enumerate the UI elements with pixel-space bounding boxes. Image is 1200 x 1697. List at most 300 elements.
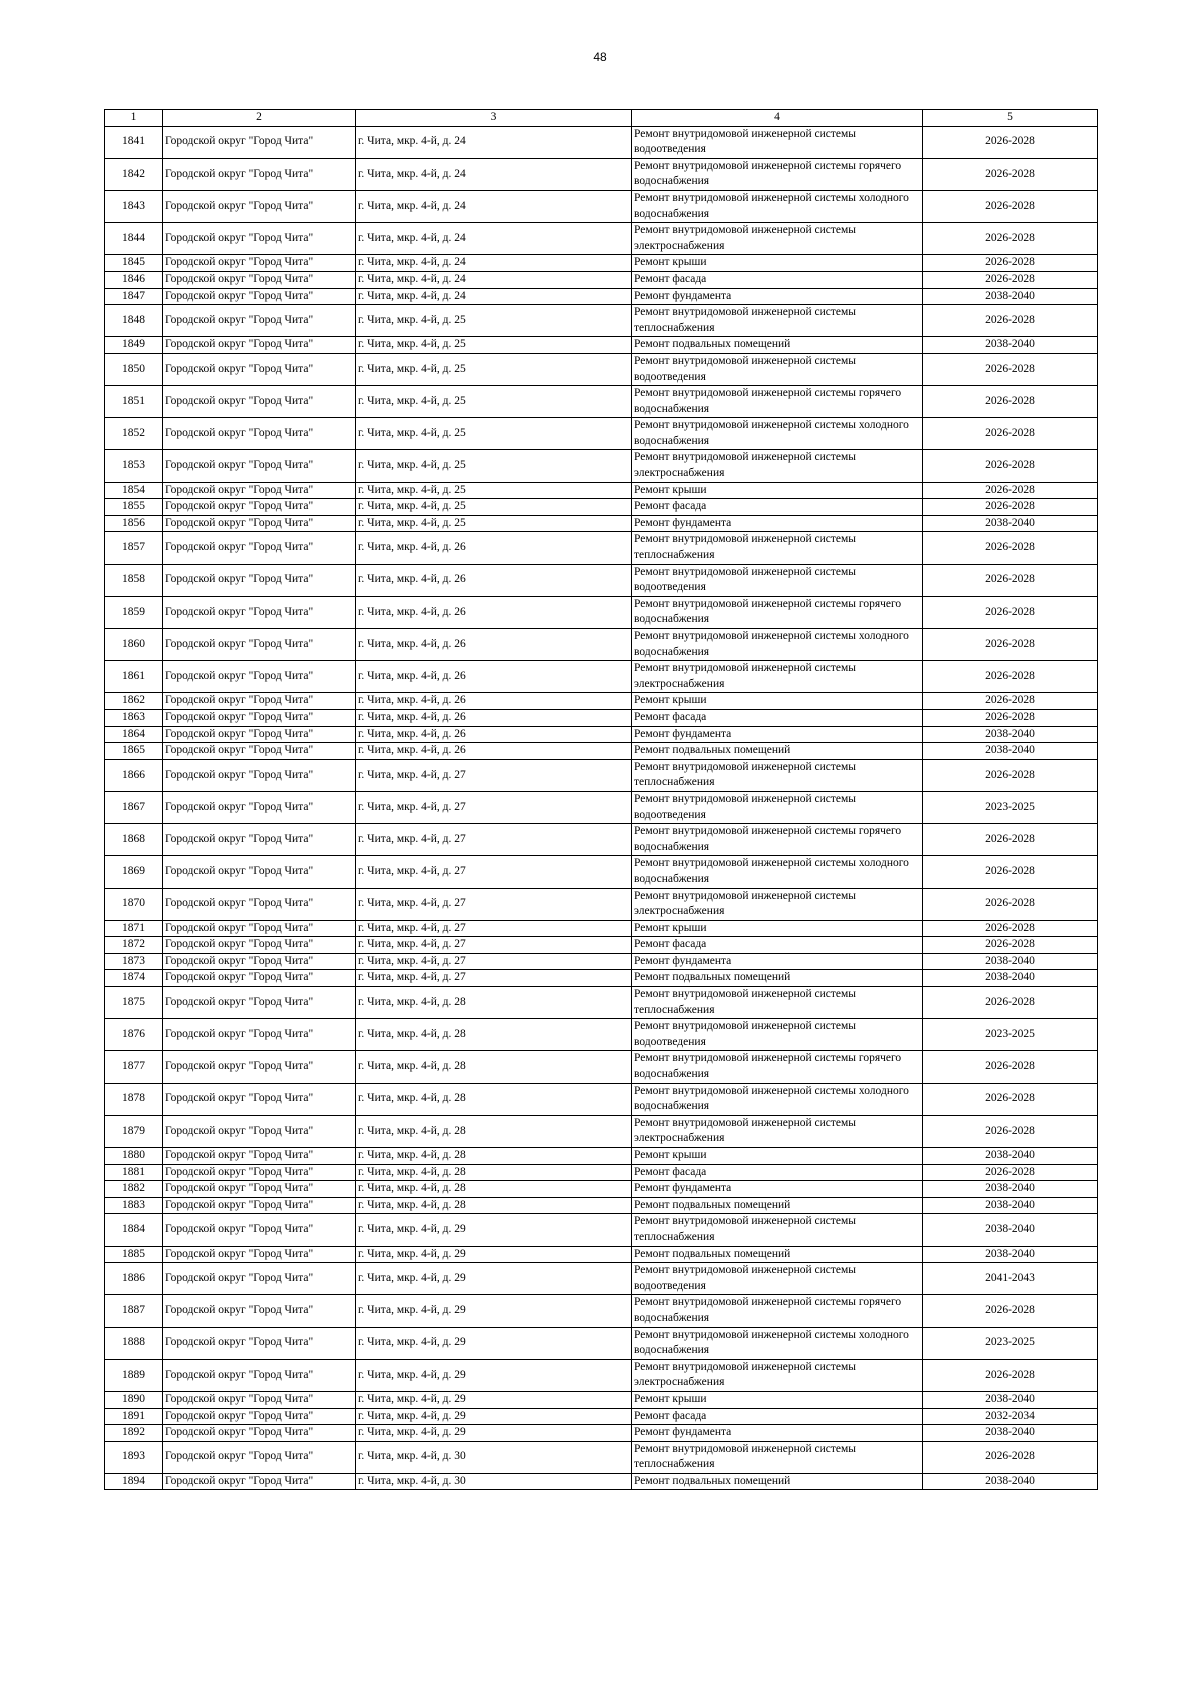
row-number-cell: 1875 xyxy=(105,987,163,1019)
page-number: 48 xyxy=(593,50,607,64)
period-cell: 2026-2028 xyxy=(923,418,1098,450)
row-number-cell: 1841 xyxy=(105,126,163,158)
row-number-cell: 1856 xyxy=(105,515,163,532)
address-cell: г. Чита, мкр. 4-й, д. 26 xyxy=(356,726,632,743)
work-type-cell: Ремонт внутридомовой инженерной системы горячего водоснабжения xyxy=(632,824,923,856)
period-cell: 2023-2025 xyxy=(923,1327,1098,1359)
table-row xyxy=(105,418,1098,450)
row-number-cell: 1869 xyxy=(105,856,163,888)
table-row xyxy=(105,1214,1098,1246)
address-cell: г. Чита, мкр. 4-й, д. 25 xyxy=(356,386,632,418)
work-type-cell: Ремонт внутридомовой инженерной системы горячего водоснабжения xyxy=(632,158,923,190)
table-row xyxy=(105,709,1098,726)
period-cell: 2026-2028 xyxy=(923,223,1098,255)
row-number-cell: 1873 xyxy=(105,953,163,970)
table-row xyxy=(105,1391,1098,1408)
address-cell: г. Чита, мкр. 4-й, д. 29 xyxy=(356,1408,632,1425)
table-row xyxy=(105,1083,1098,1115)
municipality-cell: Городской округ "Город Чита" xyxy=(163,1164,356,1181)
work-type-cell: Ремонт внутридомовой инженерной системы горячего водоснабжения xyxy=(632,386,923,418)
work-type-cell: Ремонт внутридомовой инженерной системы водоотведения xyxy=(632,1019,923,1051)
municipality-cell: Городской округ "Город Чита" xyxy=(163,726,356,743)
row-number-cell: 1868 xyxy=(105,824,163,856)
municipality-cell: Городской округ "Город Чита" xyxy=(163,1083,356,1115)
address-cell: г. Чита, мкр. 4-й, д. 29 xyxy=(356,1425,632,1442)
table-row xyxy=(105,255,1098,272)
work-type-cell: Ремонт фасада xyxy=(632,709,923,726)
work-type-cell: Ремонт внутридомовой инженерной системы холодного водоснабжения xyxy=(632,1083,923,1115)
table-row xyxy=(105,353,1098,385)
municipality-cell: Городской округ "Город Чита" xyxy=(163,1051,356,1083)
work-type-cell: Ремонт фасада xyxy=(632,499,923,516)
work-type-cell: Ремонт внутридомовой инженерной системы горячего водоснабжения xyxy=(632,1295,923,1327)
table-row xyxy=(105,1115,1098,1147)
row-number-cell: 1861 xyxy=(105,661,163,693)
period-cell: 2038-2040 xyxy=(923,1425,1098,1442)
period-cell: 2026-2028 xyxy=(923,1295,1098,1327)
municipality-cell: Городской округ "Город Чита" xyxy=(163,629,356,661)
table-row xyxy=(105,532,1098,564)
work-type-cell: Ремонт крыши xyxy=(632,1391,923,1408)
work-type-cell: Ремонт подвальных помещений xyxy=(632,337,923,354)
municipality-cell: Городской округ "Город Чита" xyxy=(163,1019,356,1051)
period-cell: 2026-2028 xyxy=(923,158,1098,190)
address-cell: г. Чита, мкр. 4-й, д. 28 xyxy=(356,1181,632,1198)
table-row xyxy=(105,515,1098,532)
table-row xyxy=(105,970,1098,987)
table-row xyxy=(105,1408,1098,1425)
table-row xyxy=(105,1263,1098,1295)
period-cell: 2026-2028 xyxy=(923,271,1098,288)
address-cell: г. Чита, мкр. 4-й, д. 24 xyxy=(356,255,632,272)
work-type-cell: Ремонт внутридомовой инженерной системы водоотведения xyxy=(632,353,923,385)
address-cell: г. Чита, мкр. 4-й, д. 25 xyxy=(356,499,632,516)
municipality-cell: Городской округ "Город Чита" xyxy=(163,532,356,564)
address-cell: г. Чита, мкр. 4-й, д. 27 xyxy=(356,920,632,937)
table-row xyxy=(105,759,1098,791)
municipality-cell: Городской округ "Город Чита" xyxy=(163,223,356,255)
municipality-cell: Городской округ "Город Чита" xyxy=(163,158,356,190)
period-cell: 2026-2028 xyxy=(923,888,1098,920)
municipality-cell: Городской округ "Город Чита" xyxy=(163,1246,356,1263)
period-cell: 2026-2028 xyxy=(923,353,1098,385)
period-cell: 2026-2028 xyxy=(923,532,1098,564)
table-row xyxy=(105,337,1098,354)
municipality-cell: Городской округ "Город Чита" xyxy=(163,1197,356,1214)
address-cell: г. Чита, мкр. 4-й, д. 29 xyxy=(356,1295,632,1327)
table-row xyxy=(105,693,1098,710)
period-cell: 2038-2040 xyxy=(923,726,1098,743)
row-number-cell: 1847 xyxy=(105,288,163,305)
row-number-cell: 1854 xyxy=(105,482,163,499)
address-cell: г. Чита, мкр. 4-й, д. 25 xyxy=(356,450,632,482)
period-cell: 2023-2025 xyxy=(923,791,1098,823)
address-cell: г. Чита, мкр. 4-й, д. 24 xyxy=(356,190,632,222)
address-cell: г. Чита, мкр. 4-й, д. 29 xyxy=(356,1359,632,1391)
row-number-cell: 1857 xyxy=(105,532,163,564)
work-type-cell: Ремонт подвальных помещений xyxy=(632,970,923,987)
work-type-cell: Ремонт крыши xyxy=(632,255,923,272)
work-type-cell: Ремонт крыши xyxy=(632,482,923,499)
table-row xyxy=(105,1051,1098,1083)
row-number-cell: 1843 xyxy=(105,190,163,222)
work-type-cell: Ремонт внутридомовой инженерной системы горячего водоснабжения xyxy=(632,596,923,628)
address-cell: г. Чита, мкр. 4-й, д. 26 xyxy=(356,629,632,661)
row-number-cell: 1855 xyxy=(105,499,163,516)
municipality-cell: Городской округ "Город Чита" xyxy=(163,1327,356,1359)
work-type-cell: Ремонт фасада xyxy=(632,937,923,954)
row-number-cell: 1892 xyxy=(105,1425,163,1442)
period-cell: 2026-2028 xyxy=(923,987,1098,1019)
table-row xyxy=(105,1425,1098,1442)
row-number-cell: 1864 xyxy=(105,726,163,743)
municipality-cell: Городской округ "Город Чита" xyxy=(163,888,356,920)
period-cell: 2026-2028 xyxy=(923,856,1098,888)
period-cell: 2038-2040 xyxy=(923,1181,1098,1198)
period-cell: 2026-2028 xyxy=(923,693,1098,710)
address-cell: г. Чита, мкр. 4-й, д. 29 xyxy=(356,1214,632,1246)
work-type-cell: Ремонт фасада xyxy=(632,1408,923,1425)
address-cell: г. Чита, мкр. 4-й, д. 28 xyxy=(356,987,632,1019)
period-cell: 2026-2028 xyxy=(923,126,1098,158)
work-type-cell: Ремонт фасада xyxy=(632,271,923,288)
row-number-cell: 1874 xyxy=(105,970,163,987)
column-header-3: 3 xyxy=(356,110,632,127)
period-cell: 2026-2028 xyxy=(923,596,1098,628)
work-type-cell: Ремонт внутридомовой инженерной системы горячего водоснабжения xyxy=(632,1051,923,1083)
address-cell: г. Чита, мкр. 4-й, д. 28 xyxy=(356,1115,632,1147)
period-cell: 2038-2040 xyxy=(923,515,1098,532)
address-cell: г. Чита, мкр. 4-й, д. 27 xyxy=(356,970,632,987)
row-number-cell: 1842 xyxy=(105,158,163,190)
municipality-cell: Городской округ "Город Чита" xyxy=(163,1181,356,1198)
municipality-cell: Городской округ "Город Чита" xyxy=(163,824,356,856)
table-row xyxy=(105,856,1098,888)
municipality-cell: Городской округ "Город Чита" xyxy=(163,1263,356,1295)
table-row xyxy=(105,1164,1098,1181)
work-type-cell: Ремонт внутридомовой инженерной системы теплоснабжения xyxy=(632,987,923,1019)
address-cell: г. Чита, мкр. 4-й, д. 26 xyxy=(356,709,632,726)
table-row xyxy=(105,824,1098,856)
municipality-cell: Городской округ "Город Чита" xyxy=(163,1391,356,1408)
address-cell: г. Чита, мкр. 4-й, д. 26 xyxy=(356,743,632,760)
address-cell: г. Чита, мкр. 4-й, д. 27 xyxy=(356,824,632,856)
table-body xyxy=(105,126,1098,1490)
work-type-cell: Ремонт внутридомовой инженерной системы электроснабжения xyxy=(632,1115,923,1147)
row-number-cell: 1845 xyxy=(105,255,163,272)
row-number-cell: 1846 xyxy=(105,271,163,288)
municipality-cell: Городской округ "Город Чита" xyxy=(163,450,356,482)
row-number-cell: 1883 xyxy=(105,1197,163,1214)
municipality-cell: Городской округ "Город Чита" xyxy=(163,1473,356,1490)
municipality-cell: Городской округ "Город Чита" xyxy=(163,418,356,450)
row-number-cell: 1848 xyxy=(105,305,163,337)
row-number-cell: 1858 xyxy=(105,564,163,596)
municipality-cell: Городской округ "Город Чита" xyxy=(163,499,356,516)
work-type-cell: Ремонт крыши xyxy=(632,693,923,710)
row-number-cell: 1887 xyxy=(105,1295,163,1327)
period-cell: 2026-2028 xyxy=(923,759,1098,791)
work-type-cell: Ремонт внутридомовой инженерной системы водоотведения xyxy=(632,791,923,823)
table-row xyxy=(105,126,1098,158)
work-type-cell: Ремонт подвальных помещений xyxy=(632,1473,923,1490)
row-number-cell: 1891 xyxy=(105,1408,163,1425)
table-row xyxy=(105,499,1098,516)
row-number-cell: 1878 xyxy=(105,1083,163,1115)
address-cell: г. Чита, мкр. 4-й, д. 26 xyxy=(356,564,632,596)
column-header-4: 4 xyxy=(632,110,923,127)
row-number-cell: 1862 xyxy=(105,693,163,710)
work-type-cell: Ремонт крыши xyxy=(632,920,923,937)
work-type-cell: Ремонт внутридомовой инженерной системы водоотведения xyxy=(632,126,923,158)
work-type-cell: Ремонт внутридомовой инженерной системы электроснабжения xyxy=(632,223,923,255)
table-row xyxy=(105,888,1098,920)
work-type-cell: Ремонт подвальных помещений xyxy=(632,1197,923,1214)
address-cell: г. Чита, мкр. 4-й, д. 30 xyxy=(356,1473,632,1490)
period-cell: 2026-2028 xyxy=(923,1083,1098,1115)
municipality-cell: Городской округ "Город Чита" xyxy=(163,482,356,499)
municipality-cell: Городской округ "Город Чита" xyxy=(163,1295,356,1327)
period-cell: 2026-2028 xyxy=(923,937,1098,954)
address-cell: г. Чита, мкр. 4-й, д. 26 xyxy=(356,596,632,628)
municipality-cell: Городской округ "Город Чита" xyxy=(163,661,356,693)
table-row xyxy=(105,1295,1098,1327)
municipality-cell: Городской округ "Город Чита" xyxy=(163,386,356,418)
period-cell: 2026-2028 xyxy=(923,920,1098,937)
municipality-cell: Городской округ "Город Чита" xyxy=(163,937,356,954)
address-cell: г. Чита, мкр. 4-й, д. 26 xyxy=(356,693,632,710)
row-number-cell: 1882 xyxy=(105,1181,163,1198)
municipality-cell: Городской округ "Город Чита" xyxy=(163,288,356,305)
address-cell: г. Чита, мкр. 4-й, д. 24 xyxy=(356,271,632,288)
period-cell: 2038-2040 xyxy=(923,1246,1098,1263)
period-cell: 2038-2040 xyxy=(923,1391,1098,1408)
period-cell: 2026-2028 xyxy=(923,1164,1098,1181)
table-row xyxy=(105,791,1098,823)
period-cell: 2038-2040 xyxy=(923,1197,1098,1214)
period-cell: 2038-2040 xyxy=(923,1148,1098,1165)
table-row xyxy=(105,1148,1098,1165)
address-cell: г. Чита, мкр. 4-й, д. 26 xyxy=(356,661,632,693)
municipality-cell: Городской округ "Город Чита" xyxy=(163,856,356,888)
table-row xyxy=(105,743,1098,760)
row-number-cell: 1886 xyxy=(105,1263,163,1295)
address-cell: г. Чита, мкр. 4-й, д. 24 xyxy=(356,158,632,190)
municipality-cell: Городской округ "Город Чита" xyxy=(163,970,356,987)
row-number-cell: 1870 xyxy=(105,888,163,920)
row-number-cell: 1865 xyxy=(105,743,163,760)
municipality-cell: Городской округ "Город Чита" xyxy=(163,337,356,354)
period-cell: 2038-2040 xyxy=(923,970,1098,987)
table-row xyxy=(105,726,1098,743)
address-cell: г. Чита, мкр. 4-й, д. 27 xyxy=(356,791,632,823)
table-row xyxy=(105,661,1098,693)
row-number-cell: 1867 xyxy=(105,791,163,823)
period-cell: 2023-2025 xyxy=(923,1019,1098,1051)
period-cell: 2026-2028 xyxy=(923,661,1098,693)
period-cell: 2026-2028 xyxy=(923,450,1098,482)
address-cell: г. Чита, мкр. 4-й, д. 30 xyxy=(356,1441,632,1473)
work-type-cell: Ремонт внутридомовой инженерной системы теплоснабжения xyxy=(632,532,923,564)
address-cell: г. Чита, мкр. 4-й, д. 28 xyxy=(356,1083,632,1115)
row-number-cell: 1894 xyxy=(105,1473,163,1490)
period-cell: 2026-2028 xyxy=(923,564,1098,596)
column-header-2: 2 xyxy=(163,110,356,127)
municipality-cell: Городской округ "Город Чита" xyxy=(163,1425,356,1442)
row-number-cell: 1877 xyxy=(105,1051,163,1083)
table-row xyxy=(105,953,1098,970)
period-cell: 2026-2028 xyxy=(923,1115,1098,1147)
work-type-cell: Ремонт внутридомовой инженерной системы водоотведения xyxy=(632,564,923,596)
data-table xyxy=(104,109,1098,1490)
period-cell: 2026-2028 xyxy=(923,190,1098,222)
work-type-cell: Ремонт внутридомовой инженерной системы электроснабжения xyxy=(632,888,923,920)
period-cell: 2032-2034 xyxy=(923,1408,1098,1425)
work-type-cell: Ремонт фундамента xyxy=(632,288,923,305)
address-cell: г. Чита, мкр. 4-й, д. 25 xyxy=(356,305,632,337)
table-row xyxy=(105,223,1098,255)
work-type-cell: Ремонт внутридомовой инженерной системы электроснабжения xyxy=(632,450,923,482)
period-cell: 2026-2028 xyxy=(923,709,1098,726)
row-number-cell: 1849 xyxy=(105,337,163,354)
table-row xyxy=(105,1441,1098,1473)
work-type-cell: Ремонт подвальных помещений xyxy=(632,743,923,760)
row-number-cell: 1885 xyxy=(105,1246,163,1263)
table-row xyxy=(105,1359,1098,1391)
column-header-1: 1 xyxy=(105,110,163,127)
table-row xyxy=(105,1327,1098,1359)
address-cell: г. Чита, мкр. 4-й, д. 29 xyxy=(356,1263,632,1295)
municipality-cell: Городской округ "Город Чита" xyxy=(163,987,356,1019)
period-cell: 2038-2040 xyxy=(923,1473,1098,1490)
work-type-cell: Ремонт внутридомовой инженерной системы холодного водоснабжения xyxy=(632,190,923,222)
address-cell: г. Чита, мкр. 4-й, д. 27 xyxy=(356,937,632,954)
municipality-cell: Городской округ "Город Чита" xyxy=(163,1148,356,1165)
address-cell: г. Чита, мкр. 4-й, д. 27 xyxy=(356,888,632,920)
row-number-cell: 1893 xyxy=(105,1441,163,1473)
work-type-cell: Ремонт фундамента xyxy=(632,1425,923,1442)
table-row xyxy=(105,1181,1098,1198)
municipality-cell: Городской округ "Город Чита" xyxy=(163,953,356,970)
work-type-cell: Ремонт фундамента xyxy=(632,953,923,970)
municipality-cell: Городской округ "Город Чита" xyxy=(163,190,356,222)
column-header-5: 5 xyxy=(923,110,1098,127)
period-cell: 2038-2040 xyxy=(923,288,1098,305)
address-cell: г. Чита, мкр. 4-й, д. 29 xyxy=(356,1391,632,1408)
period-cell: 2038-2040 xyxy=(923,743,1098,760)
table-row xyxy=(105,629,1098,661)
address-cell: г. Чита, мкр. 4-й, д. 25 xyxy=(356,515,632,532)
table-row xyxy=(105,288,1098,305)
municipality-cell: Городской округ "Город Чита" xyxy=(163,920,356,937)
municipality-cell: Городской округ "Город Чита" xyxy=(163,1214,356,1246)
table-row xyxy=(105,564,1098,596)
work-type-cell: Ремонт внутридомовой инженерной системы холодного водоснабжения xyxy=(632,856,923,888)
municipality-cell: Городской округ "Город Чита" xyxy=(163,1115,356,1147)
address-cell: г. Чита, мкр. 4-й, д. 25 xyxy=(356,418,632,450)
work-type-cell: Ремонт внутридомовой инженерной системы электроснабжения xyxy=(632,661,923,693)
address-cell: г. Чита, мкр. 4-й, д. 25 xyxy=(356,353,632,385)
period-cell: 2026-2028 xyxy=(923,1441,1098,1473)
municipality-cell: Городской округ "Город Чита" xyxy=(163,791,356,823)
row-number-cell: 1890 xyxy=(105,1391,163,1408)
municipality-cell: Городской округ "Город Чита" xyxy=(163,271,356,288)
address-cell: г. Чита, мкр. 4-й, д. 24 xyxy=(356,288,632,305)
work-type-cell: Ремонт внутридомовой инженерной системы холодного водоснабжения xyxy=(632,418,923,450)
row-number-cell: 1860 xyxy=(105,629,163,661)
table-row xyxy=(105,482,1098,499)
address-cell: г. Чита, мкр. 4-й, д. 28 xyxy=(356,1019,632,1051)
address-cell: г. Чита, мкр. 4-й, д. 28 xyxy=(356,1051,632,1083)
work-type-cell: Ремонт внутридомовой инженерной системы холодного водоснабжения xyxy=(632,629,923,661)
period-cell: 2026-2028 xyxy=(923,305,1098,337)
table-row xyxy=(105,386,1098,418)
work-type-cell: Ремонт внутридомовой инженерной системы холодного водоснабжения xyxy=(632,1327,923,1359)
row-number-cell: 1851 xyxy=(105,386,163,418)
period-cell: 2038-2040 xyxy=(923,337,1098,354)
row-number-cell: 1881 xyxy=(105,1164,163,1181)
municipality-cell: Городской округ "Город Чита" xyxy=(163,1408,356,1425)
table-row xyxy=(105,987,1098,1019)
address-cell: г. Чита, мкр. 4-й, д. 27 xyxy=(356,856,632,888)
municipality-cell: Городской округ "Город Чита" xyxy=(163,255,356,272)
address-cell: г. Чита, мкр. 4-й, д. 27 xyxy=(356,953,632,970)
work-type-cell: Ремонт внутридомовой инженерной системы электроснабжения xyxy=(632,1359,923,1391)
work-type-cell: Ремонт внутридомовой инженерной системы теплоснабжения xyxy=(632,759,923,791)
period-cell: 2038-2040 xyxy=(923,1214,1098,1246)
table-row xyxy=(105,271,1098,288)
row-number-cell: 1850 xyxy=(105,353,163,385)
municipality-cell: Городской округ "Город Чита" xyxy=(163,126,356,158)
municipality-cell: Городской округ "Город Чита" xyxy=(163,515,356,532)
period-cell: 2026-2028 xyxy=(923,1051,1098,1083)
work-type-cell: Ремонт внутридомовой инженерной системы теплоснабжения xyxy=(632,305,923,337)
row-number-cell: 1871 xyxy=(105,920,163,937)
municipality-cell: Городской округ "Город Чита" xyxy=(163,709,356,726)
table-row xyxy=(105,1197,1098,1214)
work-type-cell: Ремонт фасада xyxy=(632,1164,923,1181)
table-row xyxy=(105,937,1098,954)
row-number-cell: 1888 xyxy=(105,1327,163,1359)
work-type-cell: Ремонт внутридомовой инженерной системы водоотведения xyxy=(632,1263,923,1295)
table-row xyxy=(105,190,1098,222)
row-number-cell: 1879 xyxy=(105,1115,163,1147)
row-number-cell: 1866 xyxy=(105,759,163,791)
table-row xyxy=(105,450,1098,482)
municipality-cell: Городской округ "Город Чита" xyxy=(163,596,356,628)
row-number-cell: 1884 xyxy=(105,1214,163,1246)
address-cell: г. Чита, мкр. 4-й, д. 27 xyxy=(356,759,632,791)
table-row xyxy=(105,158,1098,190)
row-number-cell: 1880 xyxy=(105,1148,163,1165)
address-cell: г. Чита, мкр. 4-й, д. 29 xyxy=(356,1246,632,1263)
address-cell: г. Чита, мкр. 4-й, д. 26 xyxy=(356,532,632,564)
work-type-cell: Ремонт внутридомовой инженерной системы теплоснабжения xyxy=(632,1214,923,1246)
period-cell: 2041-2043 xyxy=(923,1263,1098,1295)
period-cell: 2026-2028 xyxy=(923,1359,1098,1391)
municipality-cell: Городской округ "Город Чита" xyxy=(163,759,356,791)
row-number-cell: 1876 xyxy=(105,1019,163,1051)
period-cell: 2026-2028 xyxy=(923,499,1098,516)
row-number-cell: 1852 xyxy=(105,418,163,450)
period-cell: 2026-2028 xyxy=(923,255,1098,272)
period-cell: 2026-2028 xyxy=(923,386,1098,418)
row-number-cell: 1859 xyxy=(105,596,163,628)
municipality-cell: Городской округ "Город Чита" xyxy=(163,353,356,385)
address-cell: г. Чита, мкр. 4-й, д. 24 xyxy=(356,223,632,255)
header-row xyxy=(105,110,1098,127)
table-row xyxy=(105,1246,1098,1263)
